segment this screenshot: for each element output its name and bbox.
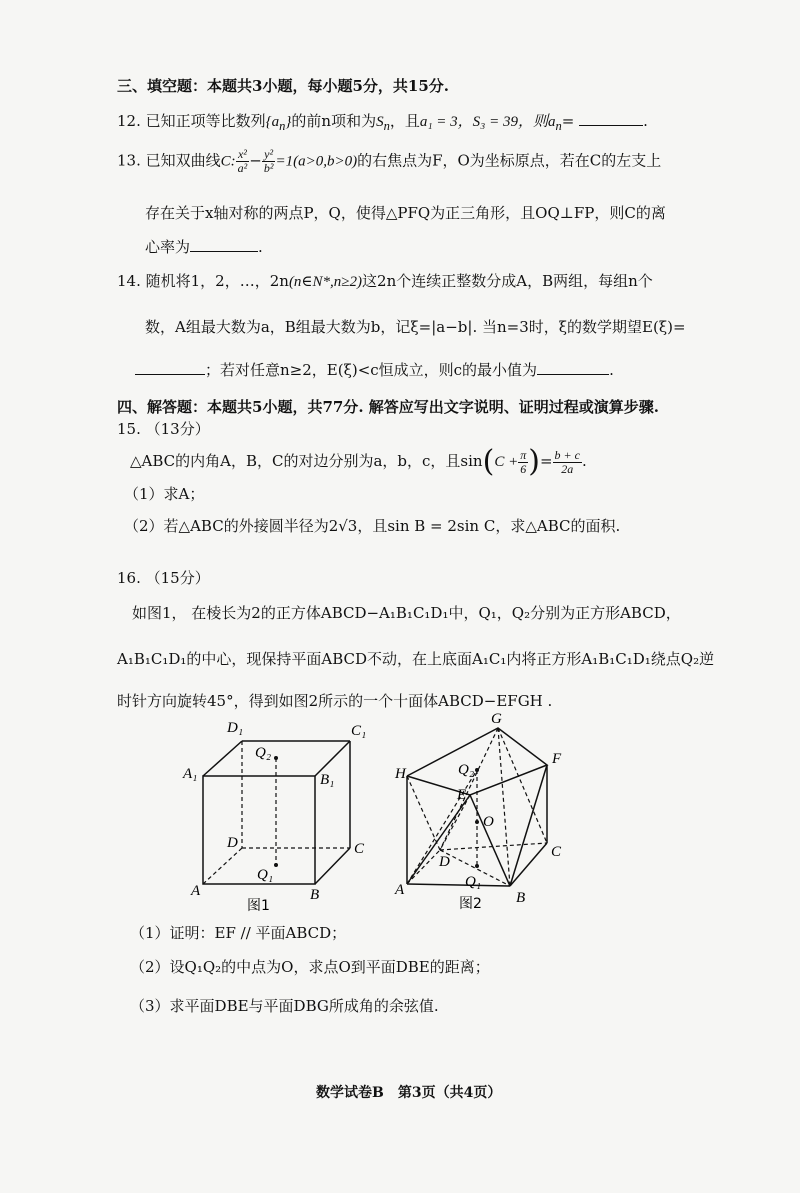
question-14: 14. 随机将1，2，…，2n(n∈N*,n≥2)这2n个连续正整数分成A，B两组，每组n个 xyxy=(117,272,653,290)
fig2-edge-bf xyxy=(510,765,547,886)
section-4-title: 四、解答题：本题共5小题，共77分. 解答应写出文字说明、证明过程或演算步骤. xyxy=(117,398,659,416)
fig1-label-q1: Q₁ xyxy=(257,867,274,883)
q16-head: 16. （15分） xyxy=(117,569,210,587)
fig2-edge-bc xyxy=(510,843,547,886)
q16-line-3: 时针方向旋转45°，得到如图2所示的一个十面体ABCD−EFGH . xyxy=(117,692,553,710)
q12-sum: $S_n$ xyxy=(376,114,390,133)
fig2-point-q2 xyxy=(475,768,479,772)
fig1-point-q2 xyxy=(274,756,278,760)
q12-text-2: 的前n项和为 xyxy=(291,112,377,130)
fig2-label-o: O xyxy=(483,814,494,830)
q16-sub-3: （3）求平面DBE与平面DBG所成角的余弦值. xyxy=(130,997,439,1015)
q13-line-3: 心率为 . xyxy=(145,238,263,256)
page-footer: 数学试卷B 第3页（共4页） xyxy=(316,1085,502,1101)
q16-line-1: 如图1， 在棱长为2的正方体ABCD−A₁B₁C₁D₁中，Q₁，Q₂分别为正方形ABCD， xyxy=(132,604,681,622)
q13-line-2: 存在关于x轴对称的两点P，Q，使得△PFQ为正三角形，且OQ⊥FP，则C的离 xyxy=(145,204,666,222)
fig2-label-c: C xyxy=(551,844,562,860)
fig1-label-a: A xyxy=(191,883,201,899)
fig1-edge xyxy=(315,848,350,884)
fig2-label-e: E xyxy=(457,787,467,803)
q13-frac-x: $\frac{\text{x²}}{\text{a²}}$ xyxy=(237,147,248,175)
fig1-label-d: D xyxy=(227,835,238,851)
fig1-label-d1: D₁ xyxy=(227,720,244,736)
section-3-title: 三、填空题：本题共3小题，每小题5分，共15分. xyxy=(117,77,449,95)
q12-answer-blank[interactable] xyxy=(579,111,643,126)
q14-line-3: ；若对任意n≥2，E(ξ)<c恒成立，则c的最小值为 . xyxy=(135,359,614,380)
fig2-label-d: D xyxy=(439,854,450,870)
fig1-label-c1: C₁ xyxy=(351,723,367,739)
fig1-label-a1: A₁ xyxy=(183,766,198,782)
fig1-label-b: B xyxy=(310,887,320,903)
fig2-label-f: F xyxy=(552,751,562,767)
question-13 xyxy=(117,148,661,175)
q13-number: 13. xyxy=(117,151,141,170)
fig1-label-b1: B₁ xyxy=(320,772,335,788)
q13-cond: =1(a>0,b>0) xyxy=(275,153,358,170)
q12-an: $a_n$ xyxy=(548,114,562,133)
fig1-edge xyxy=(203,741,242,776)
fig2-label-g: G xyxy=(491,711,502,727)
q13-text-2: 的右焦点为F，O为坐标原点，若在C的左支上 xyxy=(357,151,662,170)
q13-curve: C: xyxy=(220,153,236,170)
q12-text-1: 已知正项等比数列 xyxy=(145,112,266,130)
q14-answer-blank-2[interactable] xyxy=(537,360,609,375)
fig2-label-q1: Q₁ xyxy=(465,874,482,890)
figure-2-decahedron xyxy=(385,708,585,918)
q12-conditions: a₁ = 3，S₃ = 39，则 xyxy=(419,114,549,130)
fig1-label-c: C xyxy=(354,841,365,857)
fig2-point-o xyxy=(475,820,479,824)
fig2-label-a: A xyxy=(395,882,405,898)
q16-line-2: A₁B₁C₁D₁的中心，现保持平面ABCD不动，在上底面A₁C₁内将正方形A₁B₁C₁D₁绕点Q₂逆 xyxy=(117,650,715,668)
fig2-hidden-edge xyxy=(407,776,440,850)
q15-sub-1: （1）求A； xyxy=(124,485,205,503)
figure-1-cube xyxy=(175,712,385,917)
fig2-edge-ab xyxy=(407,884,510,886)
fig2-edge-ae xyxy=(407,795,470,884)
q13-frac-y: $\frac{\text{y²}}{\text{b²}}$ xyxy=(263,147,274,175)
fig2-label-h: H xyxy=(395,766,406,782)
q15-statement: △ABC的内角A，B，C的对边分别为a，b，c，且sin(C + $\frac{\pi}{6}$ )= $\frac{b + c}{2a}$ . xyxy=(130,444,587,479)
q13-answer-blank[interactable] xyxy=(190,237,258,252)
fig1-edge xyxy=(315,741,350,776)
question-12 xyxy=(117,110,648,134)
fig2-point-q1 xyxy=(475,864,479,868)
fig2-hidden-edge xyxy=(407,850,440,884)
fig2-caption: 图2 xyxy=(459,896,482,912)
q14-number: 14. xyxy=(117,272,141,290)
fig1-label-q2: Q₂ xyxy=(255,745,272,761)
q14-line-2: 数，A组最大数为a，B组最大数为b，记ξ=|a−b|. 当n=3时，ξ的数学期望E(ξ)= xyxy=(145,318,686,336)
q16-sub-1: （1）证明：EF // 平面ABCD； xyxy=(130,924,347,942)
q15-head: 15. （13分） xyxy=(117,420,210,438)
fig2-label-b: B xyxy=(516,890,526,906)
fig1-caption: 图1 xyxy=(247,898,270,914)
q16-sub-2: （2）设Q₁Q₂的中点为O，求点O到平面DBE的距离； xyxy=(130,958,490,976)
q12-number: 12. xyxy=(117,112,141,130)
q12-end: . xyxy=(643,112,648,130)
q12-eq: = xyxy=(561,112,575,130)
q14-answer-blank-1[interactable] xyxy=(135,360,205,375)
q13-minus: − xyxy=(249,151,262,170)
q15-sub-2: （2）若△ABC的外接圆半径为2√3，且sin B = 2sin C，求△ABC的面积. xyxy=(124,517,621,535)
fig2-label-q2: Q₂ xyxy=(458,762,475,778)
q13-text-1: 已知双曲线 xyxy=(145,151,221,170)
fig1-hidden-edge xyxy=(203,848,242,884)
fig1-point-q1 xyxy=(274,863,278,867)
q12-seq: $\{a_n\}$ xyxy=(265,114,292,133)
q12-text-3: ，且 xyxy=(389,112,420,130)
q14-cond: (n∈N*,n≥2) xyxy=(288,274,363,290)
